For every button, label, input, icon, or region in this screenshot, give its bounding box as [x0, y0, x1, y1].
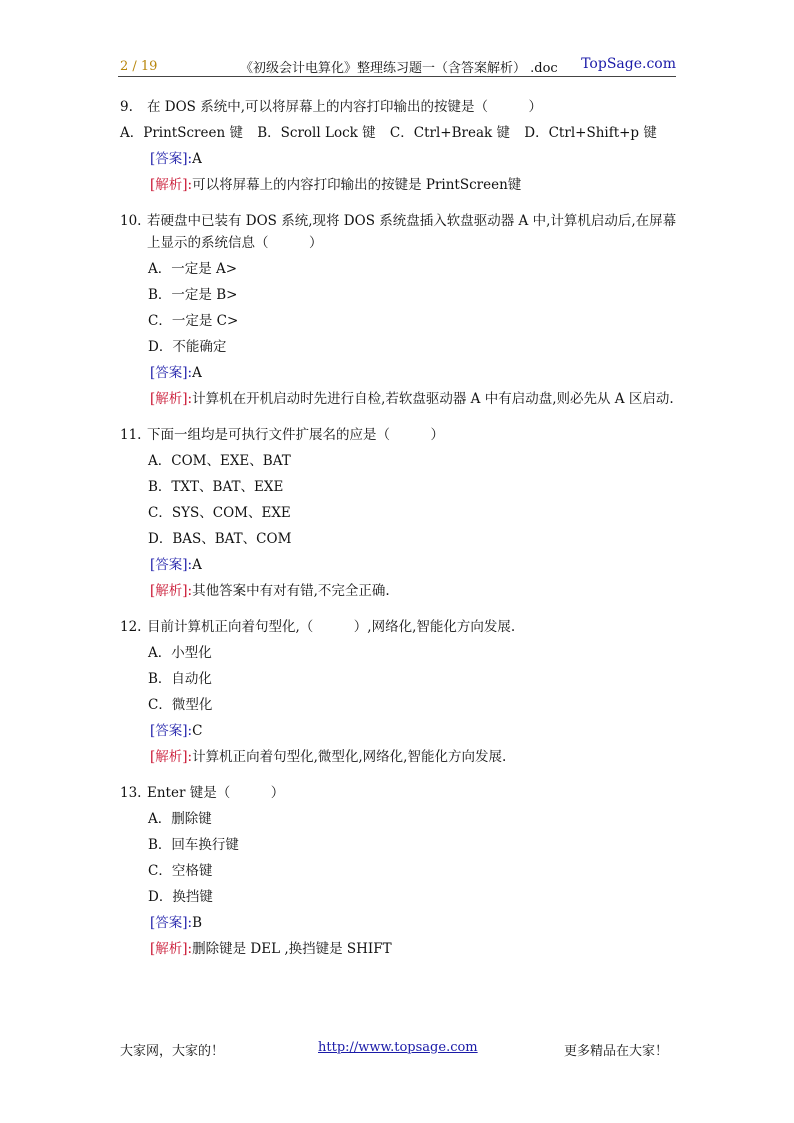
option-d: D．Ctrl+Shift+p 键 [524, 125, 657, 141]
question-stem [120, 210, 680, 254]
answer-line [120, 554, 680, 576]
footer-link[interactable]: http://www.topsage.com [318, 1040, 478, 1055]
answer-line [120, 720, 680, 742]
option-b: B．一定是 B> [148, 287, 238, 303]
question-stem [120, 424, 680, 446]
option-d: D．不能确定 [148, 339, 227, 355]
option-a: A．COM、EXE、BAT [148, 453, 291, 469]
footer-slogan: 大家网，大家的！ [120, 1044, 225, 1059]
option-a: A．PrintScreen 键 [120, 125, 243, 141]
footer-tagline: 更多精品在大家！ [563, 1044, 668, 1059]
question-11 [120, 424, 680, 602]
option-b: B．TXT、BAT、EXE [148, 479, 284, 495]
question-stem [120, 96, 680, 118]
question-text: 下面一组均是可执行文件扩展名的应是（ ） [147, 427, 444, 443]
option-c: C．空格键 [148, 863, 213, 879]
document-body [120, 96, 680, 974]
question-number: 11. [120, 427, 142, 443]
answer-value: C [192, 723, 203, 739]
explanation-line [120, 746, 680, 768]
explanation-text: 计算机在开机启动时先进行自检,若软盘驱动器 A 中有启动盘,则必先从 A 区启动. [192, 391, 674, 407]
answer-value: A [192, 365, 202, 381]
page-number: 2 / 19 [120, 59, 158, 74]
question-9 [120, 96, 680, 196]
answer-label: [答案]: [150, 915, 193, 931]
question-number: 13. [120, 785, 142, 801]
document-title: 《初级会计电算化》整理练习题一（含答案解析） .doc [240, 61, 558, 76]
option-a: A．小型化 [148, 645, 212, 661]
explanation-line [120, 938, 680, 960]
option-c: C．微型化 [148, 697, 213, 713]
explanation-text: 可以将屏幕上的内容打印输出的按键是 PrintScreen键 [192, 177, 522, 193]
question-12 [120, 616, 680, 768]
answer-label: [答案]: [150, 557, 193, 573]
question-10 [120, 210, 680, 410]
option-a: A．删除键 [148, 811, 212, 827]
question-stem [120, 616, 680, 638]
explanation-line [120, 174, 680, 196]
question-number: 9. [120, 99, 133, 115]
option-a: A．一定是 A> [148, 261, 238, 277]
option-b: B．Scroll Lock 键 [257, 125, 376, 141]
option-b: B．自动化 [148, 671, 212, 687]
answer-label: [答案]: [150, 723, 193, 739]
option-c: C．Ctrl+Break 键 [389, 125, 510, 141]
answer-line [120, 148, 680, 170]
explanation-line [120, 388, 680, 410]
explanation-label: [解析]: [150, 583, 193, 599]
option-d: D．BAS、BAT、COM [148, 531, 292, 547]
answer-value: A [192, 557, 202, 573]
answer-label: [答案]: [150, 365, 193, 381]
answer-value: A [192, 151, 202, 167]
explanation-text: 计算机正向着句型化,微型化,网络化,智能化方向发展. [192, 749, 507, 765]
option-b: B．回车换行键 [148, 837, 239, 853]
question-text: 若硬盘中已装有 DOS 系统,现将 DOS 系统盘插入软盘驱动器 A 中,计算机启动后,在屏幕上显示的系统信息（ ） [147, 213, 677, 251]
question-text: 目前计算机正向着句型化,（ ）,网络化,智能化方向发展. [147, 619, 516, 635]
option-c: C．一定是 C> [148, 313, 239, 329]
explanation-label: [解析]: [150, 391, 193, 407]
answer-value: B [192, 915, 203, 931]
explanation-label: [解析]: [150, 749, 193, 765]
explanation-text: 其他答案中有对有错,不完全正确. [192, 583, 390, 599]
option-c: C．SYS、COM、EXE [148, 505, 291, 521]
answer-line [120, 362, 680, 384]
options-row [120, 122, 680, 144]
answer-label: [答案]: [150, 151, 193, 167]
question-13 [120, 782, 680, 960]
explanation-label: [解析]: [150, 177, 193, 193]
question-number: 12. [120, 619, 142, 635]
question-text: Enter 键是（ ） [147, 785, 285, 801]
question-number: 10. [120, 213, 142, 229]
answer-line [120, 912, 680, 934]
page-header [118, 56, 676, 77]
question-text: 在 DOS 系统中,可以将屏幕上的内容打印输出的按键是（ ） [147, 99, 543, 115]
explanation-label: [解析]: [150, 941, 193, 957]
explanation-line [120, 580, 680, 602]
explanation-text: 删除键是 DEL ,换挡键是 SHIFT [192, 941, 392, 957]
brand-logo-text[interactable]: TopSage.com [581, 56, 676, 72]
question-stem [120, 782, 680, 804]
option-d: D．换挡键 [148, 889, 213, 905]
